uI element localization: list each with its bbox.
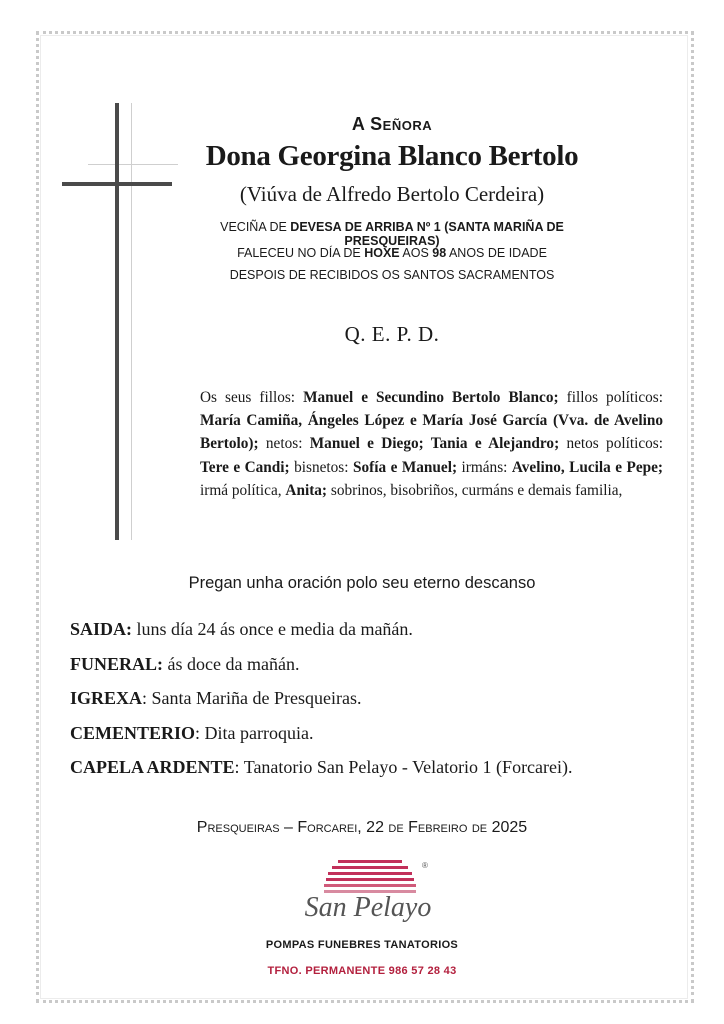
detail-label: SAIDA: [70,619,133,639]
detail-saida [70,619,680,654]
family-segment: Sofía e Manuel; [352,458,458,476]
family-segment: Anita; [285,481,328,499]
family-segment: fillos políticos: [558,389,663,406]
family-paragraph [200,386,663,502]
detail-value: luns día 24 ás once e media da mañán. [132,619,413,639]
residence-place: DEVESA DE ARRIBA Nº 1 (SANTA MARIÑA DE PRESQUEIRAS) [290,220,564,248]
detail-capela [70,757,680,792]
residence-line [172,220,612,248]
detail-label: FUNERAL: [70,653,163,674]
detail-value: : Santa Mariña de Presqueiras. [142,688,362,708]
sacraments-line: DESPOIS DE RECIBIDOS OS SANTOS SACRAMENTOS [229,268,555,282]
death-mid: AOS [399,246,433,260]
detail-value: : Tanatorio San Pelayo - Velatorio 1 (Forcarei). [234,757,573,777]
detail-label: CEMENTERIO [70,722,196,743]
san-pelayo-logo [302,858,434,938]
death-day: HOXE [364,246,400,260]
detail-label: CAPELA ARDENTE [70,757,235,777]
family-segment: bisnetos: [289,458,353,476]
detail-cementerio [70,723,680,758]
family-segment: irmáns: [457,458,512,476]
logo-stripes-icon [324,860,416,893]
registered-mark: ® [422,861,428,870]
family-segment: María Camiña, Ángeles López e María José García (Vva. de Avelino Bertolo); [200,412,663,453]
company-phone: TFNO. PERMANENTE 986 57 28 43 [267,965,457,977]
family-segment: sobrinos, bisobriños, curmáns e demais familia, [327,481,623,499]
company-tagline: POMPAS FUNEBRES TANATORIOS [265,939,459,951]
service-details [70,619,680,792]
family-segment: Avelino, Lucila e Pepe; [511,458,664,476]
family-segment: Manuel e Diego; Tania e Alejandro; [309,435,560,453]
prayer-line: Pregan unha oración polo seu eterno descanso [188,574,536,592]
detail-igrexa [70,688,680,723]
qepd: Q. E. P. D. [344,322,440,346]
death-prefix: FALECEU NO DÍA DE [237,246,365,260]
widow-of-line: (Viúva de Alfredo Bertolo Cerdeira) [239,182,545,206]
detail-funeral [70,654,680,689]
place-date: Presqueiras – Forcarei, 22 de Febreiro de 2025 [196,819,528,836]
death-suffix: ANOS DE IDADE [446,246,547,260]
family-segment: Tere e Candi; [200,458,290,476]
detail-value: ás doce da mañán. [163,653,300,674]
death-age: 98 [432,246,447,260]
logo-text: San Pelayo [304,892,432,923]
family-segment: irmá política, [200,481,286,499]
detail-value: : Dita parroquia. [195,722,314,743]
family-segment: Os seus fillos: [200,389,304,406]
deceased-name: Dona Georgina Blanco Bertolo [205,140,579,172]
family-segment: netos: [258,435,310,453]
inner-border [40,35,688,999]
residence-prefix: VECIÑA DE [220,220,291,234]
family-segment: Manuel e Secundino Bertolo Blanco; [303,389,559,406]
family-segment: netos políticos: [559,435,663,453]
death-line [172,246,612,260]
notice-heading: A Señora [351,114,433,134]
detail-label: IGREXA [70,688,143,708]
